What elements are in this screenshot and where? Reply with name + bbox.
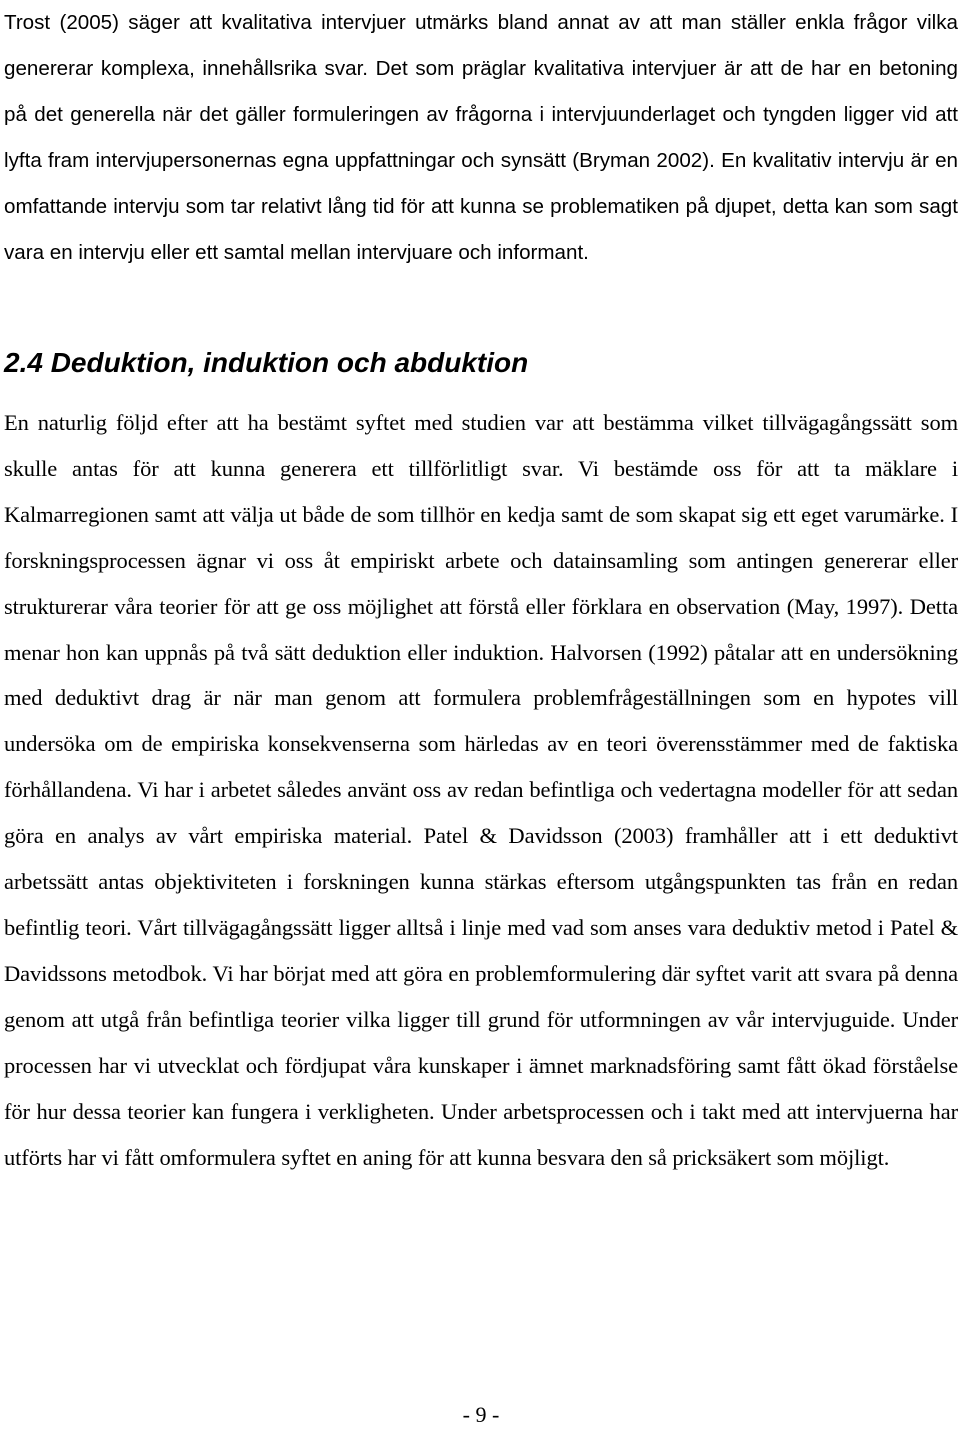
body-paragraph-interviews: Trost (2005) säger att kvalitativa intervjuer utmärks bland annat av att man ställer enkla frågor vilka genererar komplexa, innehållsrika svar. Det som präglar kvalitativa intervjuer är att de har en betoning på det generella när det gäller formuleringen av frågorna i intervjuunderlaget och tyngden ligger vid att lyfta fram intervjupersonernas egna uppfattningar och synsätt (Bryman 2002). En kvalitativ intervju är en omfattande intervju som tar relativt lång tid för att kunna se problematiken på djupet, detta kan som sagt vara en intervju eller ett samtal mellan intervjuare och informant. — [4, 11, 958, 264]
document-page — [4, 0, 958, 1431]
body-paragraph-deduction: En naturlig följd efter att ha bestämt syftet med studien var att bestämma vilket tillvägagångssätt som skulle antas för att kunna generera ett tillförlitligt svar. Vi bestämde oss för att ta mäklare i Kalmarregionen samt att välja ut både de som tillhör en kedja samt de som skapat sig ett eget varumärke. I forskningsprocessen ägnar vi oss åt empiriskt arbete och datainsamling som antingen genererar eller strukturerar våra teorier för att ge oss möjlighet att förstå eller förklara en observation (May, 1997). Detta menar hon kan uppnås på två sätt deduktion eller induktion. Halvorsen (1992) påtalar att en undersökning med deduktivt drag är när man genom att formulera problemfrågeställningen som en hypotes vill undersöka om de empiriska konsekvenserna som härledas av en teori överensstämmer med de faktiska förhållandena. Vi har i arbetet således använt oss av redan befintliga och vedertagna modeller för att sedan göra en analys av vårt empiriska material. Patel & Davidsson (2003) framhåller att i ett deduktivt arbetssätt antas objektiviteten i forskningen kunna stärkas eftersom utgångspunkten tas från en redan befintlig teori. Vårt tillvägagångssätt ligger alltså i linje med vad som anses vara deduktiv metod i Patel & Davidssons metodbok. Vi har börjat med att göra en problemformulering där syftet varit att svara på denna genom att utgå från befintliga teorier vilka ligger till grund för utformningen av vår intervjuguide. Under processen har vi utvecklat och fördjupat våra kunskaper i ämnet marknadsföring samt fått ökad förståelse för hur dessa teorier kan fungera i verkligheten. Under arbetsprocessen och i takt med att intervjuerna har utförts har vi fått omformulera syftet en aning för att kunna besvara den så pricksäkert som möjligt. — [4, 410, 958, 1170]
page-number: - 9 - — [462, 1402, 500, 1427]
section-heading: 2.4 Deduktion, induktion och abduktion — [4, 347, 529, 378]
